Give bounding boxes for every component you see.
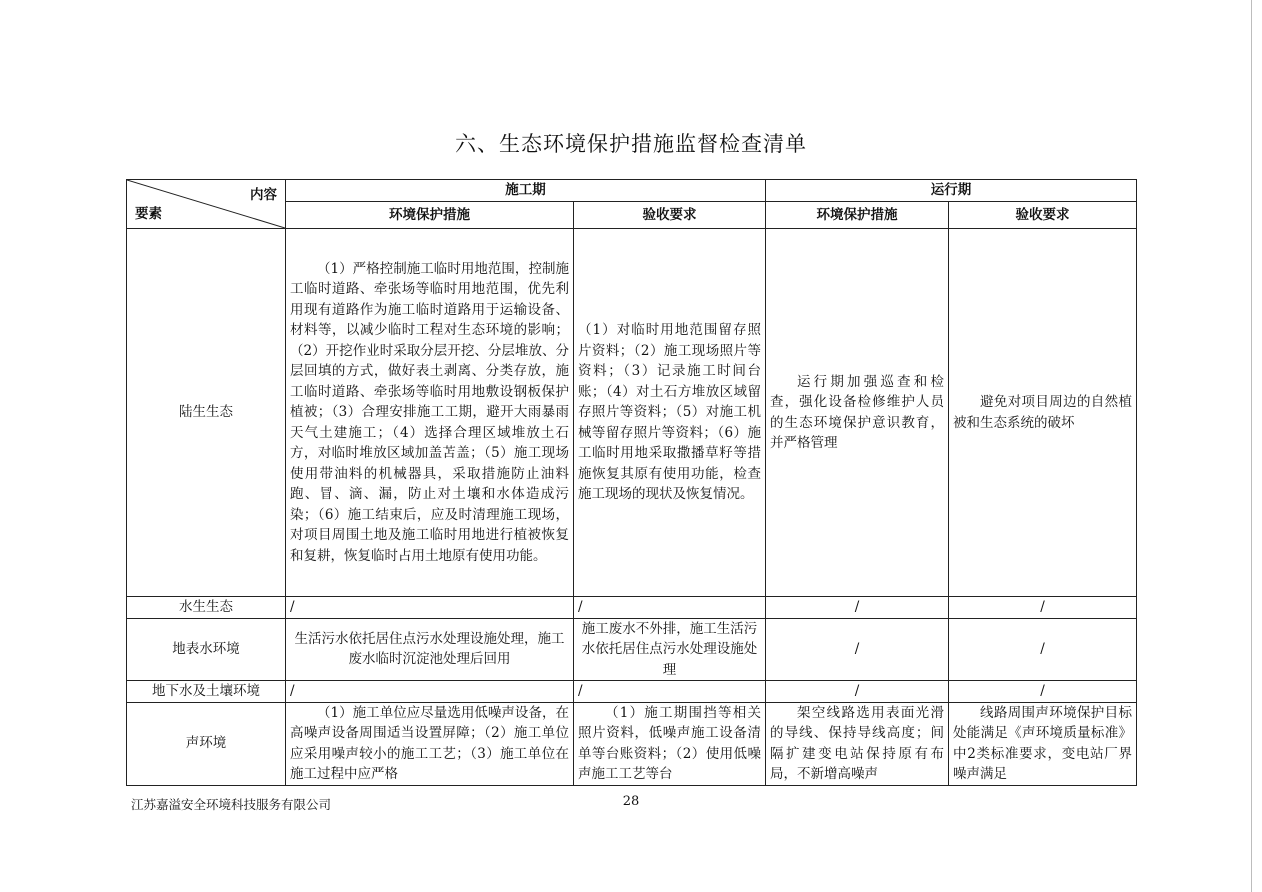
construction-acceptance-cell: 施工废水不外排，施工生活污水依托居住点污水处理设施处理 bbox=[574, 618, 766, 681]
table-row-aquatic-ecology bbox=[127, 597, 1137, 619]
construction-acceptance-header: 验收要求 bbox=[574, 202, 766, 229]
operation-acceptance-cell: 线路周围声环境保护目标处能满足《声环境质量标准》中2类标准要求，变电站厂界噪声满足 bbox=[949, 702, 1137, 785]
operation-measures-cell: / bbox=[766, 597, 949, 619]
construction-acceptance-cell: / bbox=[574, 681, 766, 703]
element-cell: 地表水环境 bbox=[127, 618, 286, 681]
element-cell: 陆生生态 bbox=[127, 229, 286, 597]
operation-acceptance-cell: / bbox=[949, 618, 1137, 681]
operation-measures-cell: / bbox=[766, 618, 949, 681]
table-row-groundwater-soil bbox=[127, 681, 1137, 703]
operation-measures-header: 环境保护措施 bbox=[766, 202, 949, 229]
construction-measures-cell: 生活污水依托居住点污水处理设施处理，施工废水临时沉淀池处理后回用 bbox=[286, 618, 574, 681]
construction-phase-header: 施工期 bbox=[286, 180, 766, 202]
construction-measures-cell: （1）施工单位应尽量选用低噪声设备，在高噪声设备周围适当设置屏障；（2）施工单位应采用噪声较小的施工工艺；（3）施工单位在施工过程中应严格 bbox=[286, 702, 574, 785]
construction-measures-cell: （1）严格控制施工临时用地范围，控制施工临时道路、牵张场等临时用地范围，优先利用现有道路作为施工临时道路用于运输设备、材料等，以减少临时工程对生态环境的影响；（2）开挖作业时采取分层开挖、分层堆放、分层回填的方式，做好表土剥离、分类存放，施工临时道路、牵张场等临时用地敷设钢板保护植被；（3）合理安排施工工期，避开大雨暴雨天气土建施工；（4）选择合理区域堆放土石方，对临时堆放区域加盖苫盖；（5）施工现场使用带油料的机械器具，采取措施防止油料跑、冒、滴、漏，防止对土壤和水体造成污染；（6）施工结束后，应及时清理施工现场，对项目周围土地及施工临时用地进行植被恢复和复耕，恢复临时占用土地原有使用功能。 bbox=[286, 229, 574, 597]
table-row-surface-water bbox=[127, 618, 1137, 681]
header-row-phases bbox=[127, 180, 1137, 202]
table-row-terrestrial-ecology bbox=[127, 229, 1137, 597]
operation-measures-cell: 运行期加强巡查和检查，强化设备检修维护人员的生态环境保护意识教育，并严格管理 bbox=[766, 229, 949, 597]
operation-measures-cell: 架空线路选用表面光滑的导线、保持导线高度；间隔扩建变电站保持原有布局，不新增高噪声 bbox=[766, 702, 949, 785]
construction-acceptance-cell: / bbox=[574, 597, 766, 619]
page-number: 28 bbox=[622, 794, 640, 809]
element-cell: 水生生态 bbox=[127, 597, 286, 619]
operation-acceptance-cell: 避免对项目周边的自然植被和生态系统的破坏 bbox=[949, 229, 1137, 597]
operation-acceptance-header: 验收要求 bbox=[949, 202, 1137, 229]
diagonal-header-cell bbox=[127, 180, 286, 229]
construction-acceptance-cell: （1）施工期围挡等相关照片资料，低噪声施工设备清单等台账资料；（2）使用低噪声施工工艺等台 bbox=[574, 702, 766, 785]
construction-acceptance-cell: （1）对临时用地范围留存照片资料；（2）施工现场照片等资料；（3）记录施工时间台账；（4）对土石方堆放区域留存照片等资料；（5）对施工机械等留存照片等资料；（6）施工临时用地采取撒播草籽等措施恢复其原有使用功能，检查施工现场的现状及恢复情况。 bbox=[574, 229, 766, 597]
element-cell: 声环境 bbox=[127, 702, 286, 785]
operation-phase-header: 运行期 bbox=[766, 180, 1137, 202]
page-title: 六、生态环境保护措施监督检查清单 bbox=[455, 132, 807, 156]
construction-measures-cell: / bbox=[286, 597, 574, 619]
footer-company: 江苏嘉溢安全环境科技服务有限公司 bbox=[131, 797, 332, 812]
checklist-table bbox=[126, 179, 1137, 786]
operation-measures-cell: / bbox=[766, 681, 949, 703]
operation-acceptance-cell: / bbox=[949, 597, 1137, 619]
construction-measures-cell: / bbox=[286, 681, 574, 703]
table-row-acoustic bbox=[127, 702, 1137, 785]
operation-acceptance-cell: / bbox=[949, 681, 1137, 703]
construction-measures-header: 环境保护措施 bbox=[286, 202, 574, 229]
content-label: 内容 bbox=[250, 187, 277, 203]
element-label: 要素 bbox=[135, 205, 162, 222]
element-cell: 地下水及土壤环境 bbox=[127, 681, 286, 703]
